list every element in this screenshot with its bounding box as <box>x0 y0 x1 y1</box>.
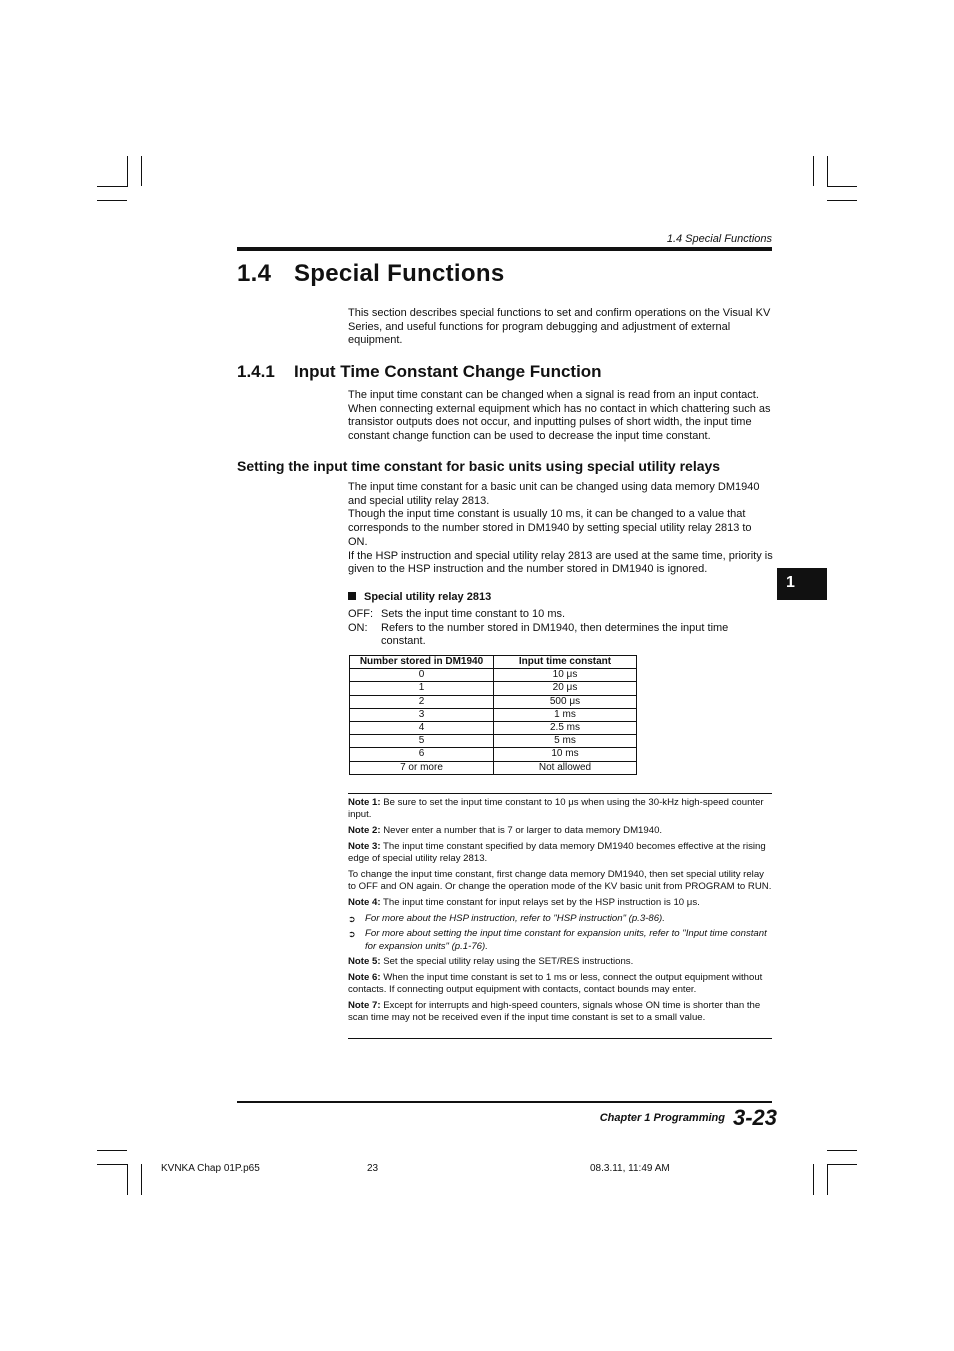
reference-arrow-icon: ➲ <box>348 929 356 940</box>
topic-heading: Setting the input time constant for basic units using special utility relays <box>237 458 721 474</box>
table-row: 1 20 μs <box>350 682 637 695</box>
relay-on-row: ON: Refers to the number stored in DM1940, then determines the input time constant. <box>348 621 729 648</box>
chapter-tab: 1 <box>777 568 827 600</box>
square-bullet-icon <box>348 592 356 600</box>
notes-bottom-rule <box>348 1038 772 1039</box>
footer-chapter: Chapter 1 Programming <box>599 1112 725 1124</box>
crop-mark <box>827 200 857 201</box>
table-row: 2 500 μs <box>350 695 637 708</box>
table-row: 4 2.5 ms <box>350 721 637 734</box>
subsection-heading <box>237 362 602 382</box>
paragraph: Though the input time constant is usually 10 ms, it can be changed to a value that corresponds to the number stored in DM1940 by setting special utility relay 2813 to ON. <box>348 508 752 548</box>
note-7: Note 7: Except for interrupts and high-speed counters, signals whose ON time is shorter than the scan time may not be received even if the input time constant is set to a small value. <box>348 1000 761 1024</box>
footer-rule <box>237 1101 772 1103</box>
subsection-title: Input Time Constant Change Function <box>294 362 602 381</box>
intro-paragraph: This section describes special functions to set and confirm operations on the Visual KV Series, and useful functions for program debugging and adjustment of external equipment. <box>348 307 771 347</box>
crop-mark <box>141 156 142 186</box>
note-1: Note 1: Be sure to set the input time constant to 10 μs when using the 30-kHz high-speed counter input. <box>348 797 764 821</box>
crop-mark <box>827 1150 857 1151</box>
crop-mark <box>827 156 828 186</box>
relay-states <box>348 608 774 649</box>
reference-hsp: ➲ For more about the HSP instruction, refer to "HSP instruction" (p.3-86). <box>348 912 665 924</box>
crop-mark <box>97 1150 127 1151</box>
note-4: Note 4: The input time constant for input relays set by the HSP instruction is 10 μs. <box>348 896 700 908</box>
crop-mark <box>813 1164 814 1195</box>
note-5: Note 5: Set the special utility relay using the SET/RES instructions. <box>348 956 634 968</box>
slug-file: KVNKA Chap 01P.p65 <box>161 1163 260 1174</box>
slug-date: 08.3.11, 11:49 AM <box>590 1163 670 1174</box>
running-header: 1.4 Special Functions <box>666 233 772 245</box>
crop-mark <box>127 1164 128 1195</box>
crop-mark <box>127 156 128 186</box>
crop-mark <box>827 1164 857 1165</box>
crop-mark <box>141 1164 142 1195</box>
table-row: 7 or more Not allowed <box>350 761 637 774</box>
relay-title: Special utility relay 2813 <box>348 591 491 603</box>
paragraph: The input time constant for a basic unit can be changed using data memory DM1940 and special utility relay 2813. <box>348 481 760 507</box>
time-constant-table <box>349 655 637 775</box>
table-header-cell: Number stored in DM1940 <box>350 656 494 669</box>
table-row: 5 5 ms <box>350 735 637 748</box>
page-number: 3-23 <box>733 1105 778 1130</box>
reference-expansion: ➲ For more about setting the input time constant for expansion units, refer to "Input time constant for expansion units" (p.1-76). <box>348 928 767 952</box>
note-6: Note 6: When the input time constant is set to 1 ms or less, connect the output equipment without contacts. If connecting output equipment with contacts, contact bounds may enter. <box>348 972 763 996</box>
crop-mark <box>827 1164 828 1195</box>
notes-block <box>348 797 772 1028</box>
crop-mark <box>813 156 814 186</box>
table-header-row <box>350 656 637 669</box>
note-3: Note 3: The input time constant specified by data memory DM1940 becomes effective at the rising edge of special utility relay 2813. <box>348 840 766 864</box>
crop-mark <box>97 1164 128 1165</box>
notes-top-rule <box>348 793 772 794</box>
section-heading <box>237 260 504 288</box>
paragraph: If the HSP instruction and special utility relay 2813 are used at the same time, priority is given to the HSP instruction and the number stored in DM1940 is ignored. <box>348 549 773 576</box>
table-row: 0 10 μs <box>350 669 637 682</box>
section-number: 1.4 <box>237 260 272 287</box>
subsection-number: 1.4.1 <box>237 362 275 381</box>
table-row: 3 1 ms <box>350 708 637 721</box>
crop-mark <box>97 186 128 187</box>
note-2: Note 2: Never enter a number that is 7 or larger to data memory DM1940. <box>348 825 663 836</box>
relay-off-row: OFF: Sets the input time constant to 10 ms. <box>348 608 566 620</box>
section-title: Special Functions <box>294 260 505 287</box>
table-header-cell: Input time constant <box>494 656 637 669</box>
header-rule <box>237 247 772 251</box>
crop-mark <box>827 186 857 187</box>
note-3-detail: To change the input time constant, first change data memory DM1940, then set special utility relay to OFF and ON again. Or change the operation mode of the KV basic unit from PROGRAM to RUN. <box>348 868 772 892</box>
reference-arrow-icon: ➲ <box>348 913 356 924</box>
table-row: 6 10 ms <box>350 748 637 761</box>
subsection-intro: The input time constant can be changed when a signal is read from an input contact. When connecting external equipment which has no contact in which chattering such as transistor outputs does not occur, and inputting pulses of short width, the input time constant change function can be used to decrease the input time constant. <box>348 389 771 443</box>
crop-mark <box>97 200 127 201</box>
basic-unit-text <box>348 481 774 577</box>
slug-page: 23 <box>367 1163 379 1174</box>
